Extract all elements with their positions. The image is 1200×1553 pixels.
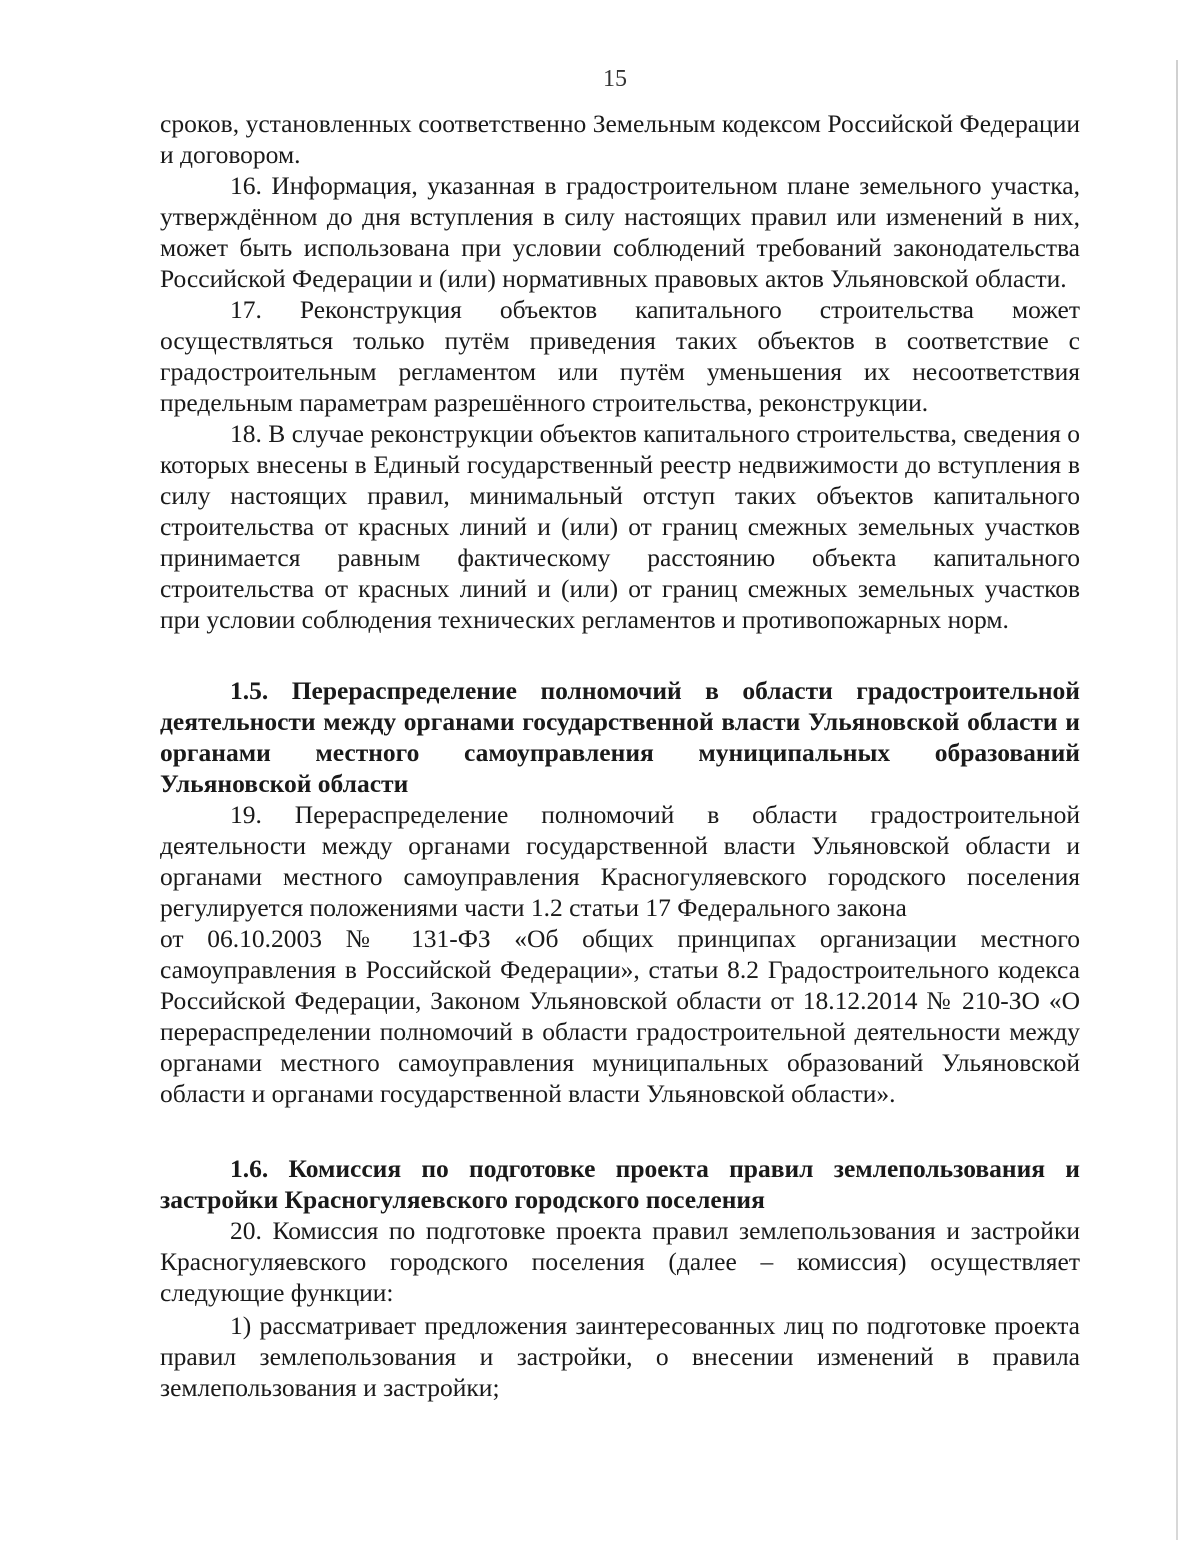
paragraph-16: 16. Информация, указанная в градостроительном плане земельного участка, утверждённом до дня вступления в силу настоящих правил или изменений в них, может быть использована при условии соблюдений требований законодательства Российской Федерации и (или) нормативных правовых актов Ульяновской области. <box>160 171 1080 293</box>
paragraph-19-part-b: от 06.10.2003 № 131-ФЗ «Об общих принципах организации местного самоуправления в Российской Федерации», статьи 8.2 Градостроительного кодекса Российской Федерации, Законом Ульяновской области от 18.12.2014 № 210-ЗО «О перераспределении полномочий в области градостроительной деятельности между органами местного самоуправления муниципальных образований Ульяновской области и органами государственной власти Ульяновской области». <box>160 924 1080 1108</box>
paragraph-19-part-a: 19. Перераспределение полномочий в области градостроительной деятельности между органами государственной власти Ульяновской области и органами местного самоуправления Красногуляевского городского поселения регулируется положениями части 1.2 статьи 17 Федерального закона <box>160 800 1080 922</box>
paragraph-18: 18. В случае реконструкции объектов капитального строительства, сведения о которых внесены в Единый государственный реестр недвижимости до вступления в силу настоящих правил, минимальный отступ таких объектов капитального строительства от красных линий и (или) от границ смежных земельных участков принимается равным фактическому расстоянию объекта капитального строительства от красных линий и (или) от границ смежных земельных участков при условии соблюдения технических регламентов и противопожарных норм. <box>160 419 1080 634</box>
list-item-1: 1) рассматривает предложения заинтересованных лиц по подготовке проекта правил землепользования и застройки, о внесении изменений в правила землепользования и застройки; <box>160 1311 1080 1402</box>
paragraph-17: 17. Реконструкция объектов капитального строительства может осуществляться только путём приведения таких объектов в соответствие с градостроительным регламентом или путём уменьшения их несоответствия предельным параметрам разрешённого строительства, реконструкции. <box>160 295 1080 417</box>
section-heading-1-6: 1.6. Комиссия по подготовке проекта правил землепользования и застройки Красногуляевского городского поселения <box>160 1154 1080 1214</box>
paragraph-20: 20. Комиссия по подготовке проекта правил землепользования и застройки Красногуляевского городского поселения (далее – комиссия) осуществляет следующие функции: <box>160 1216 1080 1307</box>
page-number: 15 <box>603 66 627 92</box>
section-heading-1-5: 1.5. Перераспределение полномочий в области градостроительной деятельности между органами государственной власти Ульяновской области и органами местного самоуправления муниципальных образований Ульяновской области <box>160 676 1080 798</box>
document-body <box>160 108 1080 1403</box>
paragraph-continuation: сроков, установленных соответственно Земельным кодексом Российской Федерации и договором. <box>160 109 1080 169</box>
scan-edge-line <box>1176 60 1178 1540</box>
